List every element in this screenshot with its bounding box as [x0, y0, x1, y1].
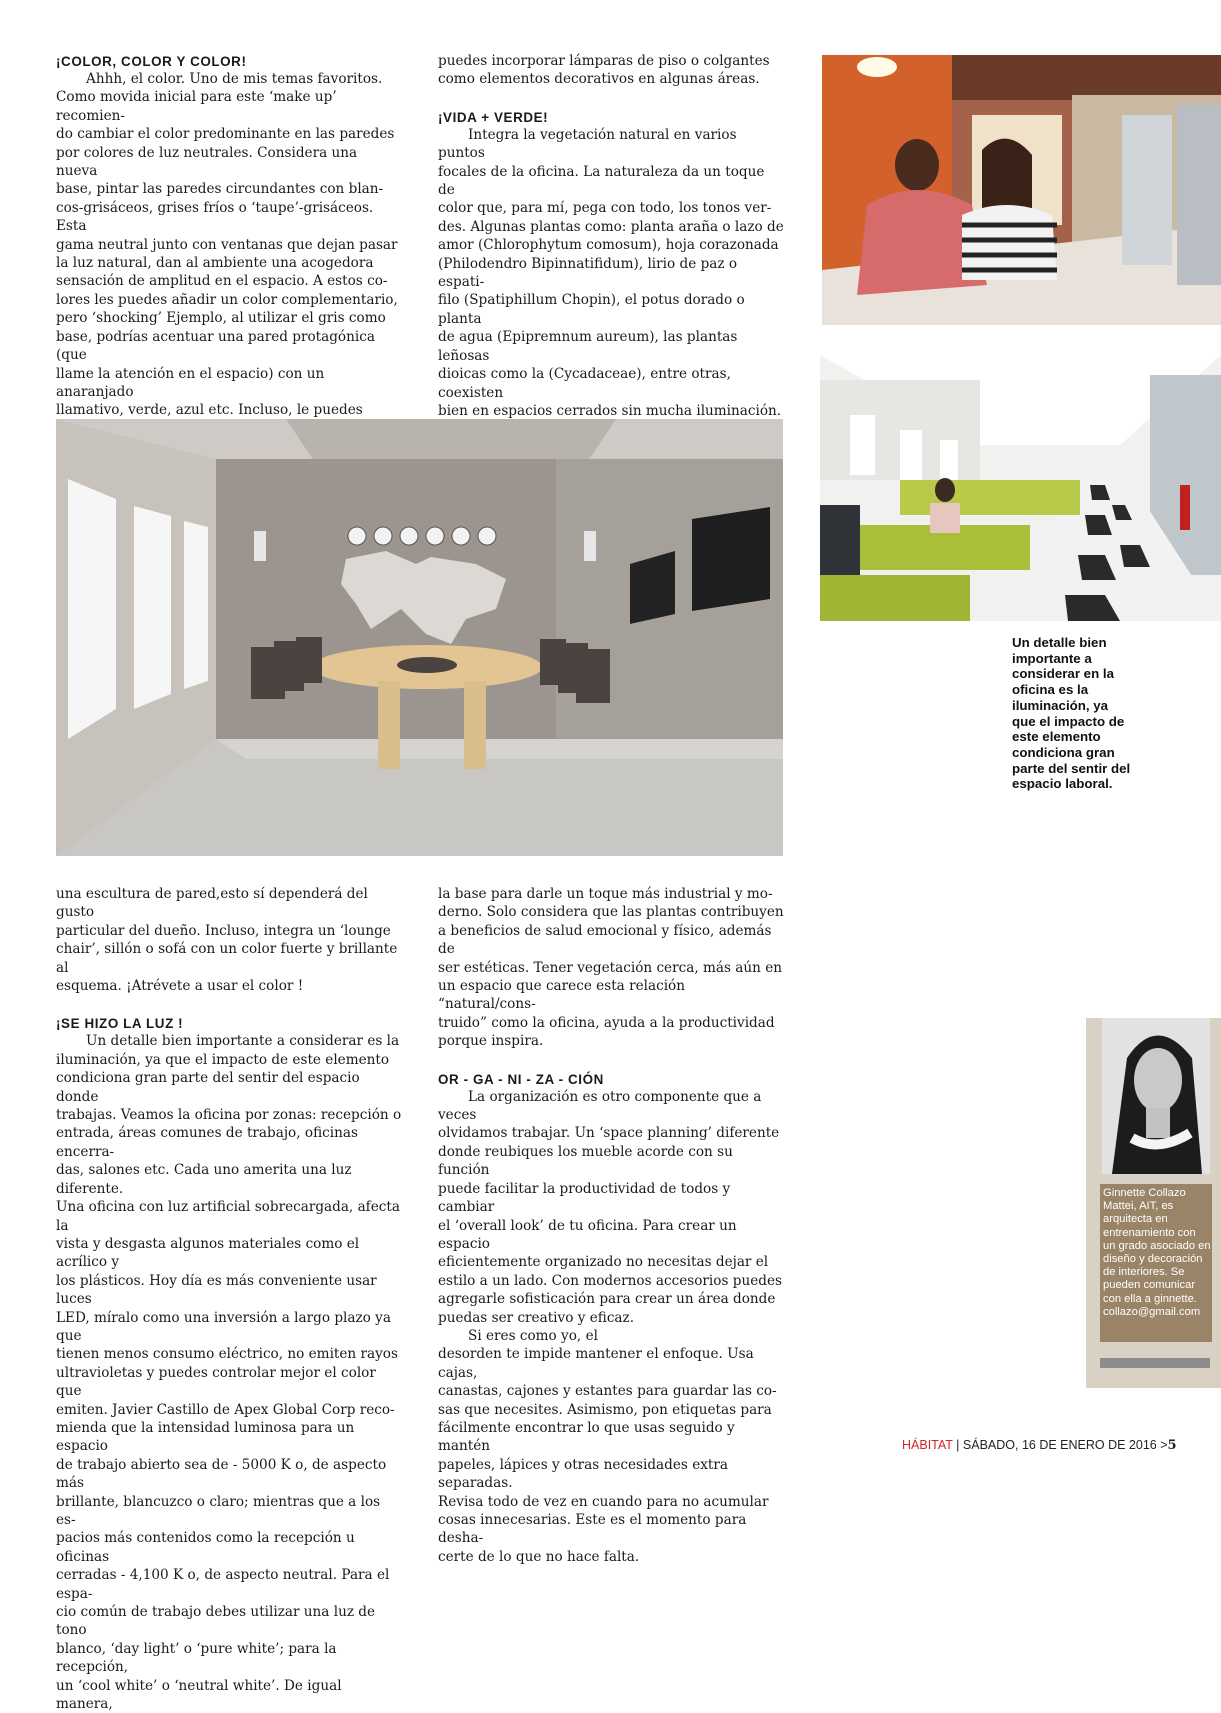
caption-line: iluminación, ya — [1012, 697, 1109, 713]
line: canastas, cajones y estantes para guardar las co- — [438, 1383, 777, 1400]
footer-section: HÁBITAT — [902, 1438, 953, 1452]
line: do cambiar el color predominante en las paredes — [56, 126, 395, 143]
line: agregarle sofisticación para crear un área donde — [438, 1291, 776, 1308]
conference-room-illustration — [56, 419, 783, 856]
line: entrada, áreas comunes de trabajo, oficinas encerra- — [56, 1125, 358, 1160]
line: donde reubiques los mueble acorde con su función — [438, 1143, 733, 1179]
line: los plásticos. Hoy día es más conveniente usar luces — [56, 1272, 377, 1308]
line: cosas innecesarias. Este es el momento para desha- — [438, 1512, 747, 1547]
line: ser estéticas. Tener vegetación cerca, más aún en — [438, 959, 782, 976]
line: iluminación, ya que el impacto de este elemento — [56, 1051, 390, 1068]
line: ultravioletas y puedes controlar mejor el color que — [56, 1364, 376, 1400]
heading-organizacion: OR - GA - NI - ZA - CIÓN — [438, 1071, 604, 1087]
open-office-illustration — [820, 355, 1221, 621]
line: filo (Spatiphillum Chopin), el potus dorado o planta — [438, 292, 745, 327]
caption-line: este elemento — [1012, 729, 1101, 745]
open-office-photo — [820, 355, 1221, 621]
line: dioicas como la (Cycadaceae), entre otras, coexisten — [438, 366, 731, 401]
line: (Philodendro Bipinnatifidum), lirio de paz o espati- — [438, 255, 738, 291]
line: puedas ser creativo y eficaz. — [438, 1309, 635, 1326]
line: a beneficios de salud emocional y físico, además de — [438, 922, 772, 958]
line: pacios más contenidos como la recepción u oficinas — [56, 1530, 355, 1565]
line: amor (Chlorophytum comosum), hoja corazonada — [438, 237, 779, 254]
line: cerradas - 4,100 K o, de aspecto neutral. Para el espa- — [56, 1567, 390, 1602]
line: pero ‘shocking’ Ejemplo, al utilizar el gris como — [56, 310, 386, 327]
line: base, podrías acentuar una pared protagónica (que — [56, 328, 375, 364]
line: olvidamos trabajar. Un ‘space planning’ diferente — [438, 1125, 780, 1142]
line: condiciona gran parte del sentir del espacio donde — [56, 1070, 360, 1105]
line: das, salones etc. Cada uno amerita una luz diferente. — [56, 1162, 352, 1197]
line: como elementos decorativos en algunas áreas. — [438, 71, 760, 88]
line: bien en espacios cerrados sin mucha iluminación. — [438, 402, 782, 419]
line: una escultura de pared,esto sí dependerá del gusto — [56, 886, 368, 921]
line: eficientemente organizado no necesitas dejar el — [438, 1254, 769, 1271]
line: esquema. ¡Atrévete a usar el color ! — [56, 978, 304, 995]
caption-line: espacio laboral. — [1012, 776, 1113, 792]
line: sas que necesites. Asimismo, pon etiquetas para — [438, 1401, 772, 1418]
author-portrait — [1102, 1018, 1210, 1174]
line: la luz natural, dan al ambiente una acogedora — [56, 255, 374, 272]
line: brillante, blancuzco o claro; mientras que a los es- — [56, 1493, 381, 1528]
line: Una oficina con luz artificial sobrecargada, afecta la — [56, 1199, 400, 1234]
bio-line: de interiores. Se — [1103, 1266, 1185, 1279]
bio-line: Ginnette Collazo — [1103, 1187, 1186, 1199]
page-number: 5 — [1167, 1438, 1177, 1453]
line: la base para darle un toque más industrial y mo- — [438, 886, 773, 902]
author-bar — [1100, 1358, 1210, 1368]
line: fácilmente encontrar lo que usas seguido y mantén — [438, 1419, 735, 1455]
bio-line: pueden comunicar — [1103, 1279, 1196, 1292]
line: papeles, lápices y otras necesidades extra separadas. — [438, 1456, 728, 1492]
line: gama neutral junto con ventanas que dejan pasar — [56, 236, 398, 253]
page-footer — [902, 1438, 1177, 1453]
line: color que, para mí, pega con todo, los tonos ver- — [438, 200, 772, 217]
heading-luz: ¡SE HIZO LA LUZ ! — [56, 1016, 184, 1032]
heading-color: ¡COLOR, COLOR Y COLOR! — [56, 54, 247, 69]
line: un espacio que carece esta relación “natural/cons- — [438, 978, 685, 1013]
line: Revisa todo de vez en cuando para no acumular — [438, 1493, 769, 1510]
footer-separator: | — [952, 1438, 963, 1452]
line: des. Algunas plantas como: planta araña o lazo de — [438, 218, 784, 235]
line: llamativo, verde, azul etc. Incluso, le puedes — [56, 402, 363, 419]
conference-room-photo — [56, 419, 783, 856]
line: lores les puedes añadir un color complementario, — [56, 291, 398, 308]
author-bio — [1100, 1184, 1212, 1342]
line: el ‘overall look’ de tu oficina. Para crear un espacio — [438, 1217, 737, 1252]
author-photo — [1102, 1018, 1210, 1174]
line: truido” como la oficina, ayuda a la productividad — [438, 1014, 775, 1031]
line: un ‘cool white’ o ‘neutral white’. De igual manera, — [56, 1677, 342, 1713]
line: LED, míralo como una inversión a largo plazo ya que — [56, 1309, 391, 1344]
line: desorden te impide mantener el enfoque. Usa cajas, — [438, 1346, 754, 1381]
office-people-photo — [822, 55, 1221, 325]
line: sensación de amplitud en el espacio. A estos co- — [56, 273, 388, 290]
line: Ahhh, el color. Uno de mis temas favoritos. — [86, 71, 383, 87]
bio-line: con ella a ginnette. — [1103, 1292, 1197, 1305]
bio-line: diseño y decoración — [1103, 1253, 1203, 1266]
bio-line: un grado asociado en — [1103, 1239, 1211, 1252]
line: certe de lo que no hace falta. — [438, 1548, 640, 1565]
line: Como movida inicial para este ‘make up’ recomien- — [56, 89, 337, 124]
caption-line: que el impacto de — [1012, 713, 1125, 729]
caption-line: Un detalle bien — [1012, 635, 1107, 650]
line: por colores de luz neutrales. Considera una nueva — [56, 144, 358, 180]
line: tienen menos consumo eléctrico, no emiten rayos — [56, 1346, 398, 1363]
line: base, pintar las paredes circundantes con blan- — [56, 181, 384, 198]
line: de agua (Epipremnum aureum), las plantas leñosas — [438, 329, 738, 364]
bio-line: entrenamiento con — [1103, 1226, 1196, 1239]
line: puedes incorporar lámparas de piso o colgantes — [438, 53, 770, 69]
bio-line: arquitecta en — [1103, 1213, 1168, 1226]
line: cos-grisáceos, grises fríos o ‘taupe’-grisáceos. Esta — [56, 199, 374, 235]
line: focales de la oficina. La naturaleza da un toque de — [438, 163, 765, 199]
line: llame la atención en el espacio) con un anaranjado — [56, 365, 325, 400]
line: porque inspira. — [438, 1033, 544, 1050]
line: estilo a un lado. Con modernos accesorios puedes — [438, 1272, 782, 1289]
line: Integra la vegetación natural en varios puntos — [438, 126, 737, 162]
line: cio común de trabajo debes utilizar una luz de tono — [56, 1604, 376, 1639]
line: mienda que la intensidad luminosa para un espacio — [56, 1419, 355, 1455]
photo-caption — [1012, 635, 1192, 792]
line: particular del dueño. Incluso, integra un ‘lounge — [56, 922, 391, 939]
line: de trabajo abierto sea de - 5000 K o, de aspecto más — [56, 1456, 387, 1492]
line: chair’, sillón o sofá con un color fuerte y brillante al — [56, 941, 398, 976]
office-people-illustration — [822, 55, 1221, 325]
line: derno. Solo considera que las plantas contribuyen — [438, 904, 784, 921]
line: puede facilitar la productividad de todos y cambiar — [438, 1180, 731, 1216]
heading-verde: ¡VIDA + VERDE! — [438, 109, 549, 125]
caption-line: oficina es la — [1012, 682, 1089, 698]
caption-line: parte del sentir del — [1012, 760, 1131, 776]
article-column-2-bottom — [438, 885, 784, 1566]
article-column-1-bottom — [56, 885, 402, 1713]
caption-line: condiciona gran — [1012, 744, 1115, 760]
caption-line: importante a — [1012, 650, 1092, 666]
line: Si eres como yo, el — [468, 1327, 598, 1344]
line: trabajas. Veamos la oficina por zonas: recepción o — [56, 1107, 402, 1124]
line: La organización es otro componente que a veces — [438, 1088, 762, 1124]
bio-line: collazo@gmail.com — [1103, 1305, 1201, 1318]
footer-date: SÁBADO, 16 DE ENERO DE 2016 > — [962, 1438, 1168, 1452]
bio-line: Mattei, AIT, es — [1103, 1200, 1174, 1213]
line: vista y desgasta algunos materiales como el acrílico y — [56, 1235, 360, 1271]
line: emiten. Javier Castillo de Apex Global Corp reco- — [56, 1401, 395, 1418]
line: Un detalle bien importante a considerar es la — [86, 1033, 400, 1050]
caption-line: considerar en la — [1012, 666, 1114, 682]
line: blanco, ‘day light’ o ‘pure white’; para la recepción, — [56, 1640, 337, 1676]
